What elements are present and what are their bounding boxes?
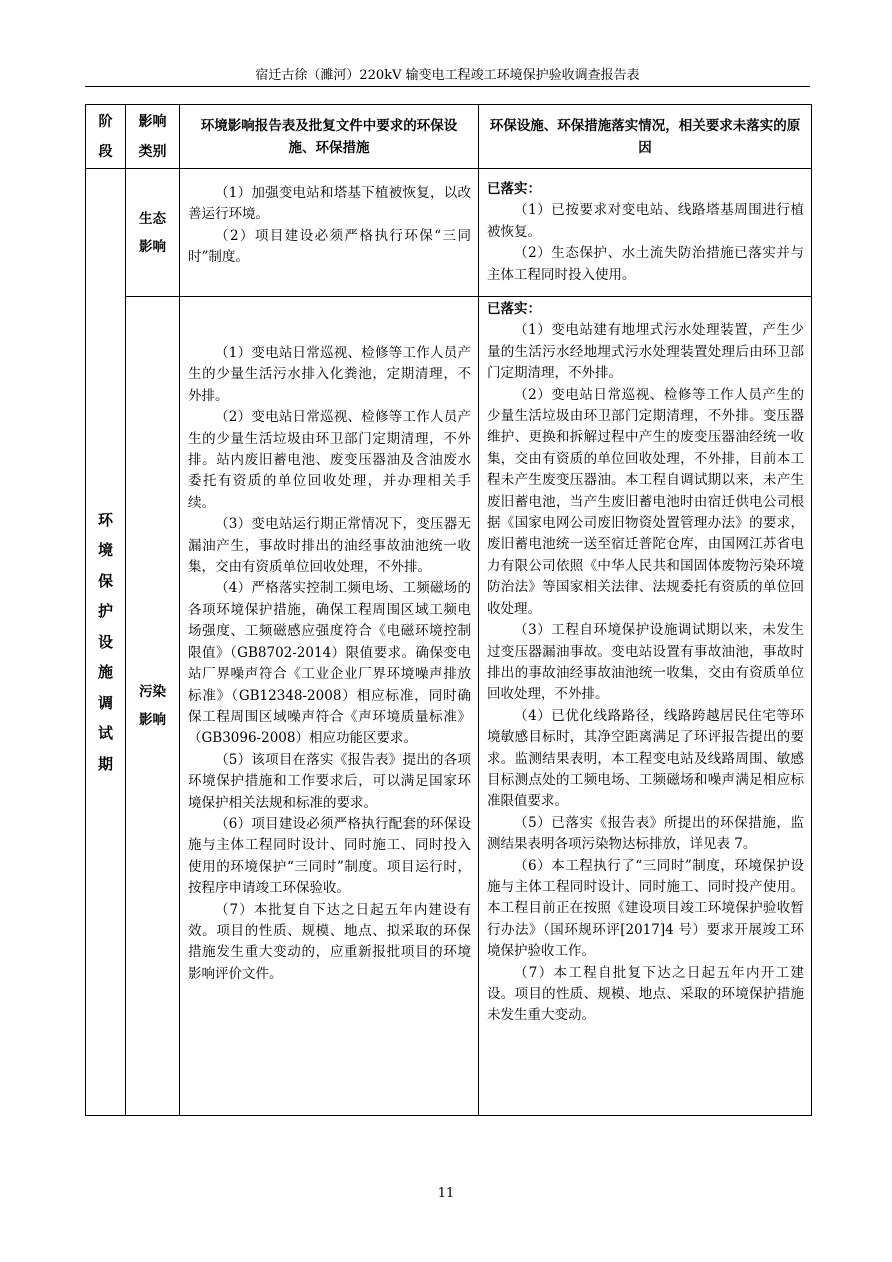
requirement-item: （1）变电站日常巡视、检修等工作人员产生的少量生活污水排入化粪池，定期清理，不外排。 [188, 345, 471, 404]
col-header-implementation: 环保设施、环保措施落实情况，相关要求未落实的原因 [479, 105, 812, 169]
header-rule [85, 86, 810, 87]
requirements-cell [180, 169, 479, 297]
requirement-item: （2）项目建设必须严格执行环保“三同时”制度。 [188, 227, 471, 266]
implementation-cell [479, 297, 812, 1116]
col-header-type: 影响类别 [126, 105, 180, 169]
implementation-item: （1）变电站建有地埋式污水处理装置，产生少量的生活污水经地埋式污水处理装置处理后由环卫部门定期清理，不外排。 [487, 322, 804, 382]
requirement-item: （6）项目建设必须严格执行配套的环保设施与主体工程同时设计、同时施工、同时投入使用的环境保护“三同时”制度。项目运行时，按程序申请竣工环保验收。 [188, 815, 471, 897]
col-header-stage: 阶段 [86, 105, 126, 169]
implementation-item: （2）变电站日常巡视、检修等工作人员产生的少量生活垃圾由环卫部门定期清理，不外排。变压器维护、更换和拆解过程中产生的废变压器油经统一收集，交由有资质的单位回收处理，不外排，目前本工程未产生废变压器油。本工程自调试期以来，未产生废旧蓄电池，当产生废旧蓄电池时由宿迁供电公司根据《国家电网公司废旧物资处置管理办法》的要求，废旧蓄电池统一送至宿迁普陀仓库，由国网江苏省电力有限公司依照《中华人民共和国固体废物污染环境防治法》等国家相关法律、法规委托有资质的单位回收处理。 [487, 386, 804, 617]
implementation-item: （4）已优化线路路径，线路跨越居民住宅等环境敏感目标时，其净空距离满足了环评报告提出的要求。监测结果表明，本工程变电站及线路周围、敏感目标测点处的工频电场、工频磁场和噪声满足相应标准限值要求。 [487, 707, 804, 810]
requirement-item: （3）变电站运行期正常情况下，变压器无漏油产生，事故时排出的油经事故油池统一收集，交由有资质单位回收处理，不外排。 [188, 516, 471, 576]
table-header-row [86, 105, 812, 169]
acceptance-table [85, 104, 812, 1116]
impact-type-label: 生态影响 [139, 210, 166, 255]
implementation-item: （6）本工程执行了“三同时”制度，环境保护设施与主体工程同时设计、同时施工、同时投产使用。本工程目前正在按照《建设项目竣工环境保护验收暂行办法》（国环规环评[2017]4 号）要求开展竣工环境保护验收工作。 [487, 857, 804, 960]
stage-label: 环境保护设施调试期 [97, 510, 113, 773]
implementation-item: （1）已按要求对变电站、线路塔基周围进行植被恢复。 [487, 202, 804, 240]
implementation-item: （5）已落实《报告表》所提出的环保措施，监测结果表明各项污染物达标排放，详见表 7。 [487, 814, 804, 853]
requirements-cell [180, 297, 479, 1116]
page-header-title: 宿迁古徐（濉河）220kV 输变电工程竣工环境保护验收调查报告表 [255, 68, 640, 83]
implementation-cell [479, 169, 812, 297]
implementation-item: （7）本工程自批复下达之日起五年内开工建设。项目的性质、规模、地点、采取的环境保护措施未发生重大变动。 [487, 964, 804, 1024]
impact-type-cell [126, 297, 180, 1116]
impact-type-label: 污染影响 [139, 684, 166, 728]
requirement-item: （7）本批复自下达之日起五年内建设有效。项目的性质、规模、地点、拟采取的环保措施发生重大变动的，应重新报批项目的环境影响评价文件。 [188, 901, 471, 982]
impact-type-cell [126, 169, 180, 297]
requirement-item: （1）加强变电站和塔基下植被恢复，以改善运行环境。 [188, 185, 471, 223]
status-label: 已落实： [487, 181, 541, 197]
table-row [86, 169, 812, 297]
table-row [86, 297, 812, 1116]
implementation-item: （3）工程自环境保护设施调试期以来，未发生过变压器漏油事故。变电站设置有事故油池，事故时排出的事故油经事故油池统一收集，交由有资质单位回收处理，不外排。 [487, 622, 804, 703]
requirement-item: （4）严格落实控制工频电场、工频磁场的各项环境保护措施，确保工程周围区域工频电场强度、工频磁感应强度符合《电磁环境控制限值》（GB8702-2014）限值要求。确保变电站厂界噪声符合《工业企业厂界环境噪声排放标准》（GB12348-2008）相应标准，同时确保工程周围区域噪声符合《声环境质量标准》（GB3096-2008）相应功能区要求。 [188, 580, 471, 747]
implementation-item: （2）生态保护、水土流失防治措施已落实并与主体工程同时投入使用。 [487, 245, 804, 283]
page-number: 11 [437, 1186, 455, 1201]
stage-cell [86, 169, 126, 1116]
requirement-item: （2）变电站日常巡视、检修等工作人员产生的少量生活垃圾由环卫部门定期清理，不外排。站内废旧蓄电池、废变压器油及含油废水委托有资质的单位回收处理，并办理相关手续。 [188, 409, 471, 511]
status-label: 已落实： [487, 301, 541, 317]
col-header-requirements: 环境影响报告表及批复文件中要求的环保设施、环保措施 [180, 105, 479, 169]
requirement-item: （5）该项目在落实《报告表》提出的各项环境保护措施和工作要求后，可以满足国家环境保护相关法规和标准的要求。 [188, 751, 471, 811]
